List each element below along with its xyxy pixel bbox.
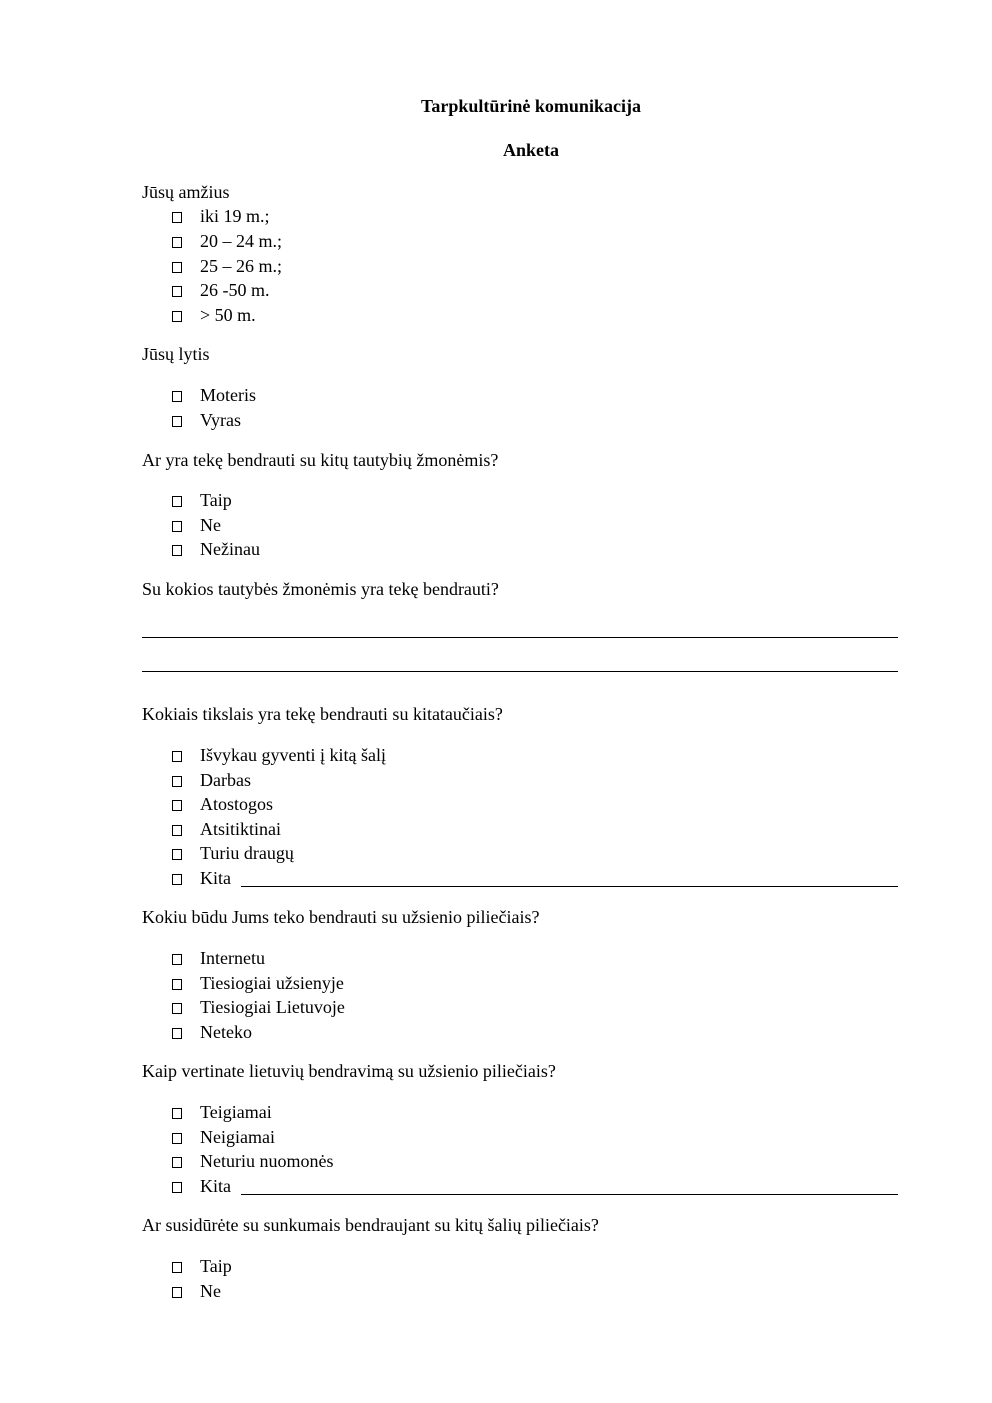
option-purpose-6[interactable] (172, 867, 231, 889)
option-communicated-1[interactable] (172, 489, 232, 511)
option-evaluation-4[interactable] (172, 1175, 231, 1197)
checkbox[interactable] (172, 391, 182, 402)
checkbox[interactable] (172, 1003, 182, 1014)
page-title: Tarpkultūrinė komunikacija (421, 96, 641, 116)
option-label: Neteko (200, 1021, 252, 1042)
checkbox[interactable] (172, 286, 182, 297)
option-label: Išvykau gyventi į kitą šalį (200, 744, 386, 765)
question-purpose: Kokiais tikslais yra tekę bendrauti su kitataučiais? (142, 704, 503, 724)
option-label: Kita (200, 867, 231, 888)
option-gender-2[interactable] (172, 409, 241, 431)
option-label: 20 – 24 m.; (200, 230, 283, 251)
checkbox[interactable] (172, 954, 182, 965)
checkbox[interactable] (172, 1262, 182, 1273)
checkbox[interactable] (172, 1182, 182, 1193)
option-label: Neigiamai (200, 1126, 275, 1147)
option-age-5[interactable] (172, 304, 256, 326)
checkbox[interactable] (172, 1133, 182, 1144)
option-label: Turiu draugų (200, 842, 294, 863)
option-evaluation-2[interactable] (172, 1126, 275, 1148)
option-label: Ne (200, 514, 221, 535)
option-label: Darbas (200, 769, 251, 790)
option-purpose-2[interactable] (172, 769, 251, 791)
option-age-1[interactable] (172, 205, 270, 227)
checkbox[interactable] (172, 262, 182, 273)
option-label: Tiesiogiai Lietuvoje (200, 996, 345, 1017)
option-label: 25 – 26 m.; (200, 255, 283, 276)
option-communicated-2[interactable] (172, 514, 221, 536)
option-purpose-3[interactable] (172, 793, 273, 815)
option-label: Internetu (200, 947, 265, 968)
question-method: Kokiu būdu Jums teko bendrauti su užsienio piliečiais? (142, 907, 540, 927)
option-age-4[interactable] (172, 279, 270, 301)
option-method-1[interactable] (172, 947, 265, 969)
checkbox[interactable] (172, 521, 182, 532)
checkbox[interactable] (172, 776, 182, 787)
checkbox[interactable] (172, 237, 182, 248)
option-label: Teigiamai (200, 1101, 272, 1122)
answer-line[interactable] (142, 637, 898, 638)
option-evaluation-1[interactable] (172, 1101, 272, 1123)
checkbox[interactable] (172, 825, 182, 836)
option-label: Taip (200, 1255, 232, 1276)
option-method-2[interactable] (172, 972, 344, 994)
option-label: Atsitiktinai (200, 818, 281, 839)
question-difficulties: Ar susidūrėte su sunkumais bendraujant su kitų šalių piliečiais? (142, 1215, 599, 1235)
question-nationality: Su kokios tautybės žmonėmis yra tekę bendrauti? (142, 579, 499, 599)
checkbox[interactable] (172, 800, 182, 811)
option-label: Moteris (200, 384, 256, 405)
option-evaluation-3[interactable] (172, 1150, 333, 1172)
option-label: > 50 m. (200, 304, 256, 325)
checkbox[interactable] (172, 496, 182, 507)
question-age: Jūsų amžius (142, 182, 230, 202)
option-age-2[interactable] (172, 230, 282, 252)
checkbox[interactable] (172, 212, 182, 223)
question-communicated: Ar yra tekę bendrauti su kitų tautybių žmonėmis? (142, 450, 499, 470)
option-purpose-5[interactable] (172, 842, 294, 864)
option-age-3[interactable] (172, 255, 282, 277)
option-label: 26 -50 m. (200, 279, 270, 300)
option-purpose-1[interactable] (172, 744, 386, 766)
option-label: Ne (200, 1280, 221, 1301)
option-label: Neturiu nuomonės (200, 1150, 334, 1171)
option-difficulties-2[interactable] (172, 1280, 221, 1302)
question-evaluation: Kaip vertinate lietuvių bendravimą su užsienio piliečiais? (142, 1061, 556, 1081)
checkbox[interactable] (172, 545, 182, 556)
option-label: Tiesiogiai užsienyje (200, 972, 344, 993)
checkbox[interactable] (172, 311, 182, 322)
option-label: Vyras (200, 409, 241, 430)
option-communicated-3[interactable] (172, 538, 260, 560)
option-difficulties-1[interactable] (172, 1255, 232, 1277)
checkbox[interactable] (172, 416, 182, 427)
question-gender: Jūsų lytis (142, 344, 210, 364)
checkbox[interactable] (172, 1157, 182, 1168)
checkbox[interactable] (172, 751, 182, 762)
checkbox[interactable] (172, 849, 182, 860)
checkbox[interactable] (172, 1287, 182, 1298)
option-purpose-4[interactable] (172, 818, 281, 840)
option-label: Atostogos (200, 793, 274, 814)
other-answer-line[interactable] (241, 1194, 898, 1195)
other-answer-line[interactable] (241, 886, 898, 887)
option-label: Taip (200, 489, 232, 510)
checkbox[interactable] (172, 1108, 182, 1119)
option-method-4[interactable] (172, 1021, 252, 1043)
page-subtitle: Anketa (502, 140, 559, 160)
checkbox[interactable] (172, 1028, 182, 1039)
option-label: iki 19 m.; (200, 205, 270, 226)
checkbox[interactable] (172, 874, 182, 885)
answer-line[interactable] (142, 671, 898, 672)
option-gender-1[interactable] (172, 384, 256, 406)
option-method-3[interactable] (172, 996, 345, 1018)
option-label: Kita (200, 1175, 231, 1196)
option-label: Nežinau (200, 538, 260, 559)
checkbox[interactable] (172, 979, 182, 990)
